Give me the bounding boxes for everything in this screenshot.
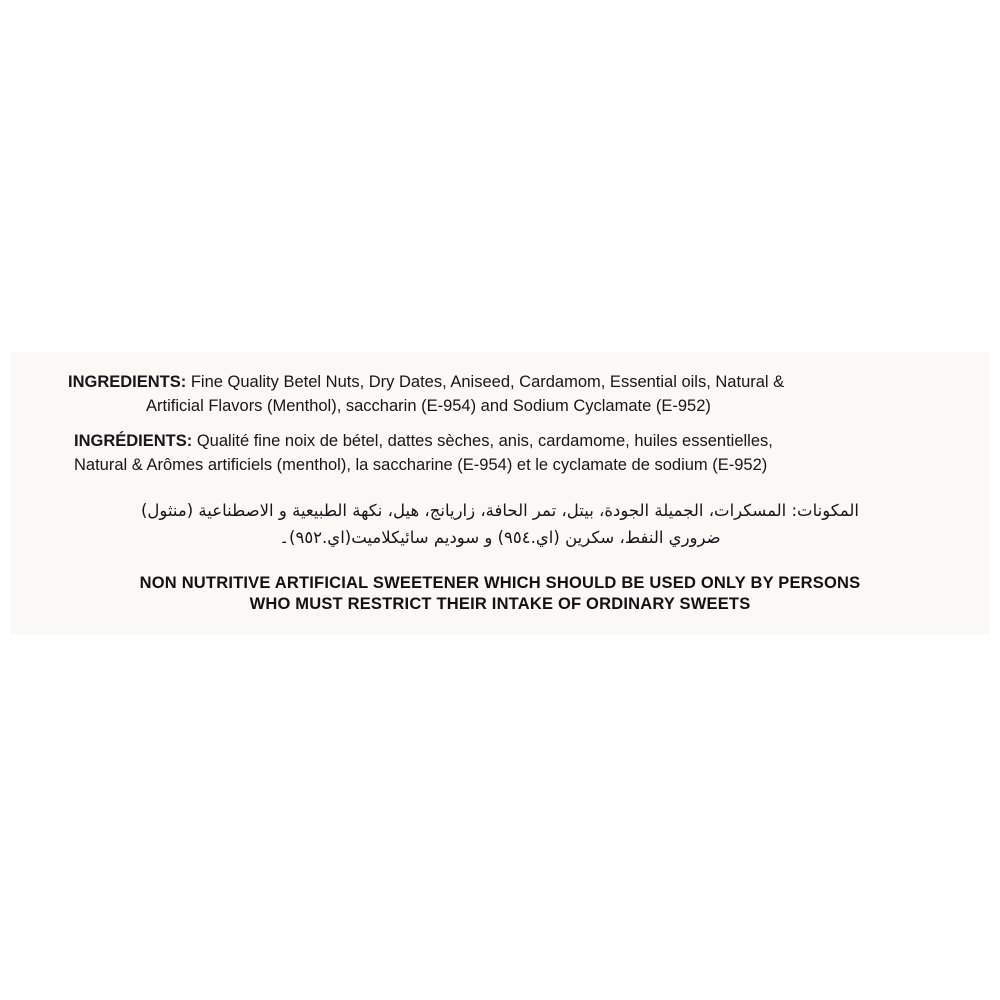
ingredients-arabic xyxy=(62,497,938,551)
sweetener-warning-line2: WHO MUST RESTRICT THEIR INTAKE OF ORDINARY SWEETS xyxy=(249,595,751,613)
ingredients-english-lead: INGREDIENTS: xyxy=(68,373,187,391)
ingredients-english-line2: Artificial Flavors (Menthol), saccharin (E-954) and Sodium Cyclamate (E-952) xyxy=(146,397,711,415)
ingredients-french-line2: Natural & Arômes artificiels (menthol), la saccharine (E-954) et le cyclamate de sodium (E-952) xyxy=(74,456,768,474)
sweetener-warning xyxy=(62,573,938,615)
ingredients-french xyxy=(62,429,938,477)
ingredients-arabic-line2: ضروري النفط، سكرين (اي.٩٥٤) و سوديم سائيكلاميت(اي.٩٥٢)۔ xyxy=(279,528,721,547)
sweetener-warning-line1: NON NUTRITIVE ARTIFICIAL SWEETENER WHICH SHOULD BE USED ONLY BY PERSONS xyxy=(139,574,861,592)
ingredients-french-lead: INGRÉDIENTS: xyxy=(74,432,193,450)
ingredients-french-line1: Qualité fine noix de bétel, dattes sèches, anis, cardamome, huiles essentielles, xyxy=(192,432,773,450)
ingredients-label-panel xyxy=(10,352,990,634)
ingredients-english-line1: Fine Quality Betel Nuts, Dry Dates, Aniseed, Cardamom, Essential oils, Natural & xyxy=(186,373,785,391)
ingredients-english xyxy=(62,370,938,418)
ingredients-arabic-line1: المكونات: المسكرات، الجميلة الجودة، بيتل، تمر الحافة، زاريانج، هيل، نكهة الطبيعية و الاصطناعية (منثول) xyxy=(141,501,859,520)
